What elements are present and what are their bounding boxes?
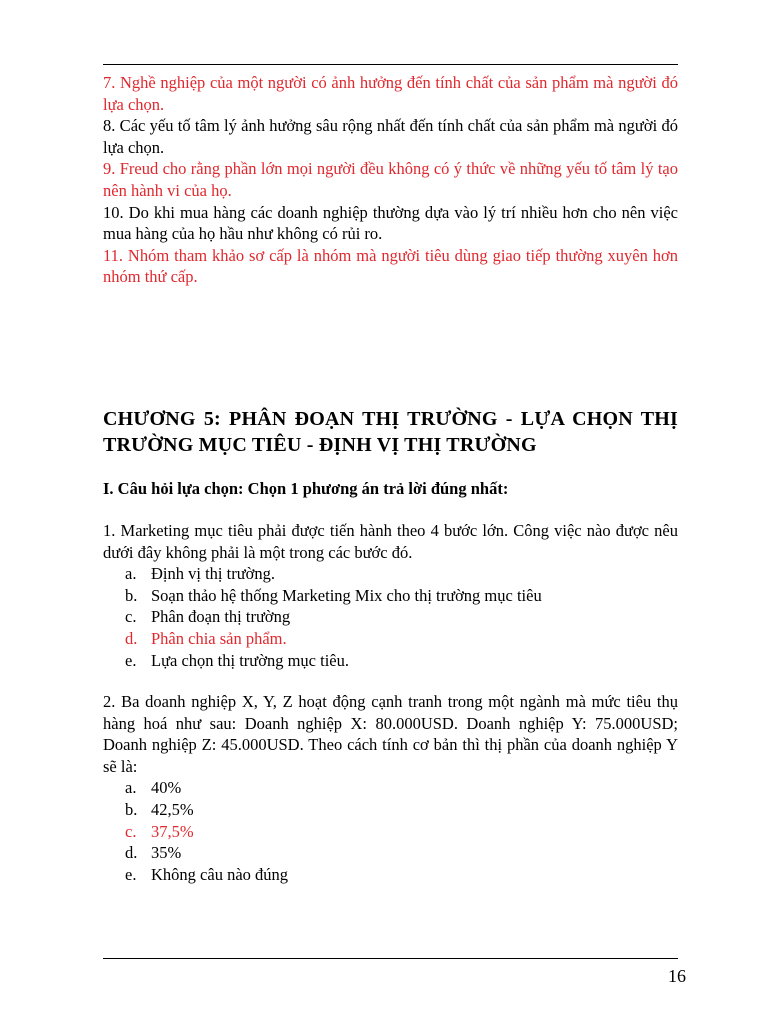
page-content xyxy=(103,72,678,885)
question-2-text: 2. Ba doanh nghiệp X, Y, Z hoạt động cạnh tranh trong một ngành mà mức tiêu thụ hàng hoá như sau: Doanh nghiệp X: 80.000USD. Doanh nghiệp Y: 75.000USD; Doanh nghiệp Z: 45.000USD. Theo cách tính cơ bản thì thị phần của doanh nghiệp Y sẽ là: xyxy=(103,692,678,776)
page-number: 16 xyxy=(668,966,686,986)
option-c-correct: c. 37,5% xyxy=(125,821,194,841)
question-1-options xyxy=(103,563,678,671)
statement-7: 7. Nghề nghiệp của một người có ảnh hưởng đến tính chất của sản phẩm mà người đó lựa chọn. xyxy=(103,73,678,114)
option-a: a. 40% xyxy=(125,778,182,798)
statement-9: 9. Freud cho rằng phần lớn mọi người đều không có ý thức về những yếu tố tâm lý tạo nên hành vi của họ. xyxy=(103,159,678,200)
statement-10: 10. Do khi mua hàng các doanh nghiệp thường dựa vào lý trí nhiều hơn cho nên việc mua hàng của họ hầu như không có rủi ro. xyxy=(103,202,678,244)
question-1-text: 1. Marketing mục tiêu phải được tiến hành theo 4 bước lớn. Công việc nào được nêu dưới đây không phải là một trong các bước đó. xyxy=(103,520,678,562)
statement-8: 8. Các yếu tố tâm lý ảnh hưởng sâu rộng nhất đến tính chất của sản phẩm mà người đó lựa chọn. xyxy=(103,116,678,157)
question-2-options xyxy=(103,777,678,885)
question-1 xyxy=(103,520,678,671)
option-a: a. Định vị thị trường. xyxy=(125,564,275,584)
section-title: I. Câu hỏi lựa chọn: Chọn 1 phương án trả lời đúng nhất: xyxy=(103,478,509,498)
option-b: b. Soạn thảo hệ thống Marketing Mix cho thị trường mục tiêu xyxy=(125,585,542,605)
option-b: b. 42,5% xyxy=(125,800,194,820)
footer-rule xyxy=(103,958,678,959)
header-rule xyxy=(103,64,678,65)
statement-list xyxy=(103,72,678,288)
option-c: c. Phân đoạn thị trường xyxy=(125,607,291,627)
option-e: e. Lựa chọn thị trường mục tiêu. xyxy=(125,650,349,670)
option-d: d. 35% xyxy=(125,843,182,863)
chapter-title: CHƯƠNG 5: PHÂN ĐOẠN THỊ TRƯỜNG - LỰA CHỌN THỊ TRƯỜNG MỤC TIÊU - ĐỊNH VỊ THỊ TRƯỜNG xyxy=(103,407,678,456)
question-2 xyxy=(103,691,678,885)
option-e: e. Không câu nào đúng xyxy=(125,864,289,884)
option-d-correct: d. Phân chia sản phẩm. xyxy=(125,628,287,648)
statement-11: 11. Nhóm tham khảo sơ cấp là nhóm mà người tiêu dùng giao tiếp thường xuyên hơn nhóm thứ cấp. xyxy=(103,245,678,287)
